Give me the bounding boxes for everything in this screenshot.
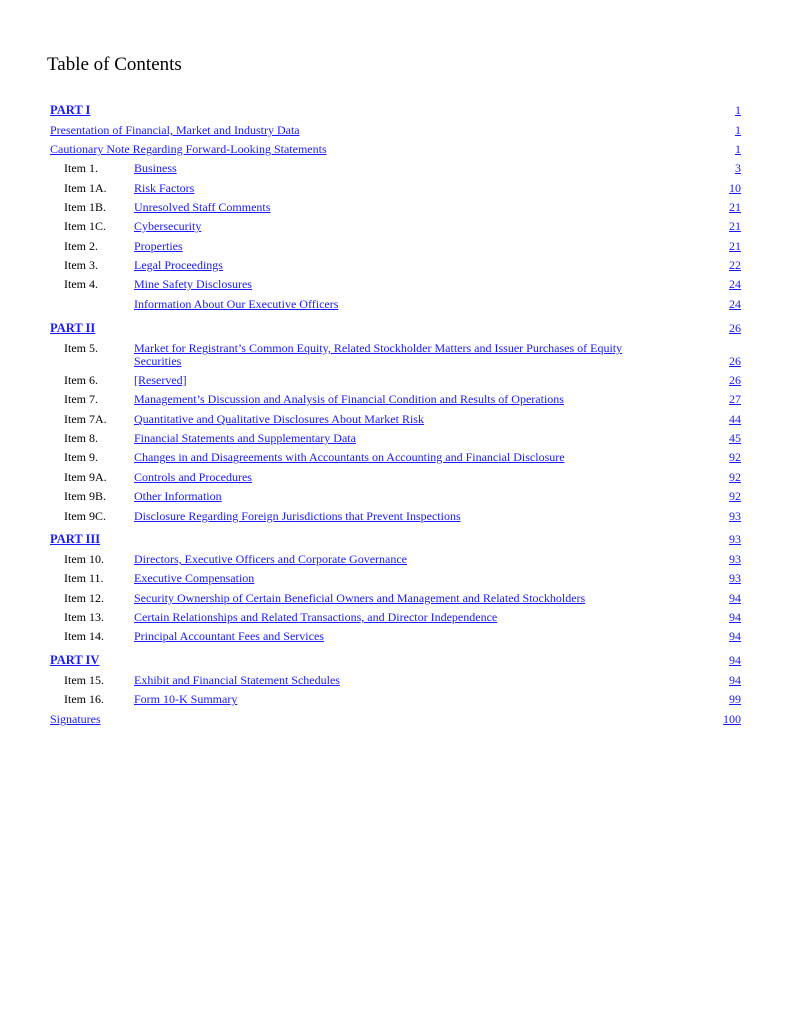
toc-page-number-link[interactable]: 22: [729, 258, 741, 272]
toc-item-label: [134, 693, 674, 706]
toc-entry-link[interactable]: Principal Accountant Fees and Services: [134, 629, 324, 643]
toc-item-label: [134, 451, 674, 464]
toc-entry-link[interactable]: Quantitative and Qualitative Disclosures About Market Risk: [134, 412, 424, 426]
toc-item-number: Item 15.: [64, 673, 104, 687]
toc-row: [0, 393, 791, 407]
toc-item-label: [134, 220, 674, 233]
toc-row: [0, 490, 791, 504]
toc-page-number-link[interactable]: 1: [735, 142, 741, 156]
toc-page-number-link[interactable]: 100: [723, 712, 741, 726]
toc-page-number-link[interactable]: 99: [729, 692, 741, 706]
toc-entry-link[interactable]: Presentation of Financial, Market and Industry Data: [50, 123, 300, 137]
toc-page-number-link[interactable]: 10: [729, 181, 741, 195]
toc-item-number: Item 8.: [64, 431, 98, 445]
toc-row: [0, 510, 791, 524]
toc-row: [0, 298, 791, 312]
toc-part-row: [0, 322, 791, 336]
toc-page-number-link[interactable]: 93: [729, 571, 741, 585]
toc-page-number-link[interactable]: 94: [729, 673, 741, 687]
toc-entry-link[interactable]: [Reserved]: [134, 373, 187, 387]
toc-page-number-link[interactable]: 92: [729, 489, 741, 503]
toc-item-number: Item 7.: [64, 392, 98, 406]
toc-item-number: Item 6.: [64, 373, 98, 387]
toc-item-label: [134, 201, 674, 214]
toc-page-number-link[interactable]: 24: [729, 277, 741, 291]
toc-item-label: [134, 674, 674, 687]
toc-part-row: [0, 104, 791, 118]
toc-item-number: Item 1.: [64, 161, 98, 175]
toc-entry-link[interactable]: Other Information: [134, 489, 222, 503]
toc-page-number-link[interactable]: 21: [729, 219, 741, 233]
toc-page-number-link[interactable]: 26: [729, 321, 741, 335]
toc-item-label: [134, 510, 674, 523]
toc-item-label: [134, 259, 674, 272]
toc-entry-link[interactable]: Security Ownership of Certain Beneficial Owners and Management and Related Stockholders: [134, 591, 586, 605]
toc-page-number-link[interactable]: 92: [729, 470, 741, 484]
toc-page-number-link[interactable]: 94: [729, 629, 741, 643]
toc-row: [0, 278, 791, 292]
toc-row: [0, 674, 791, 688]
toc-part-link[interactable]: PART I: [50, 103, 91, 117]
toc-entry-link[interactable]: Changes in and Disagreements with Accountants on Accounting and Financial Disclosure: [134, 450, 565, 464]
toc-item-label: [134, 471, 674, 484]
toc-item-number: Item 1A.: [64, 181, 107, 195]
toc-page-number-link[interactable]: 94: [729, 653, 741, 667]
toc-item-number: Item 16.: [64, 692, 104, 706]
toc-page-number-link[interactable]: 44: [729, 412, 741, 426]
toc-item-number: Item 10.: [64, 552, 104, 566]
toc-page-number-link[interactable]: 21: [729, 239, 741, 253]
toc-page-number-link[interactable]: 45: [729, 431, 741, 445]
toc-entry-link[interactable]: Legal Proceedings: [134, 258, 223, 272]
toc-row: [0, 143, 791, 157]
toc-entry-link[interactable]: Financial Statements and Supplementary Data: [134, 431, 356, 445]
toc-item-label: [134, 374, 674, 387]
toc-row: [0, 693, 791, 707]
toc-row: [0, 124, 791, 138]
toc-item-number: Item 5.: [64, 341, 98, 355]
toc-page-number-link[interactable]: 26: [729, 354, 741, 368]
toc-row: [0, 611, 791, 625]
toc-entry-link[interactable]: Directors, Executive Officers and Corporate Governance: [134, 552, 407, 566]
toc-item-number: Item 1C.: [64, 219, 106, 233]
toc-item-label: [134, 553, 674, 566]
toc-item-label: [134, 393, 674, 406]
toc-row: [0, 713, 791, 727]
toc-item-label: [134, 592, 674, 605]
toc-entry-link[interactable]: Certain Relationships and Related Transactions, and Director Independence: [134, 610, 498, 624]
toc-entry-link[interactable]: Cautionary Note Regarding Forward-Looking Statements: [50, 142, 327, 156]
toc-item-label: [134, 490, 674, 503]
toc-page-number-link[interactable]: 94: [729, 610, 741, 624]
toc-item-number: Item 9.: [64, 450, 98, 464]
toc-row: [0, 240, 791, 254]
toc-entry-link[interactable]: Business: [134, 161, 177, 175]
toc-entry-link[interactable]: Controls and Procedures: [134, 470, 252, 484]
toc-page-number-link[interactable]: 1: [735, 123, 741, 137]
toc-item-label: [134, 572, 674, 585]
toc-entry-link[interactable]: Risk Factors: [134, 181, 195, 195]
toc-row: [0, 220, 791, 234]
toc-entry-link[interactable]: Unresolved Staff Comments: [134, 200, 271, 214]
toc-page-number-link[interactable]: 1: [735, 103, 741, 117]
toc-part-row: [0, 533, 791, 547]
toc-item-label: [134, 342, 674, 368]
toc-item-number: Item 4.: [64, 277, 98, 291]
toc-item-label: [134, 182, 674, 195]
toc-entry-link-continued[interactable]: Securities: [134, 354, 182, 368]
toc-row: [0, 553, 791, 567]
toc-item-number: Item 14.: [64, 629, 104, 643]
toc-item-number: Item 2.: [64, 239, 98, 253]
toc-item-label: [134, 413, 674, 426]
toc-page-number-link[interactable]: 27: [729, 392, 741, 406]
toc-item-label: [134, 278, 674, 291]
toc-row: [0, 432, 791, 446]
toc-item-label: [134, 611, 674, 624]
toc-entry-link[interactable]: Cybersecurity: [134, 219, 202, 233]
toc-row: [0, 630, 791, 644]
toc-page-number-link[interactable]: 3: [735, 161, 741, 175]
toc-item-number: Item 11.: [64, 571, 104, 585]
toc-entry-link[interactable]: Executive Compensation: [134, 571, 255, 585]
toc-item-number: Item 9C.: [64, 509, 106, 523]
toc-row: [0, 451, 791, 465]
toc-row: [0, 259, 791, 273]
toc-row: [0, 162, 791, 176]
toc-entry-link[interactable]: Signatures: [50, 712, 101, 726]
toc-row: [0, 592, 791, 606]
toc-part-link[interactable]: PART III: [50, 532, 101, 546]
toc-entry-link[interactable]: Properties: [134, 239, 183, 253]
toc-page-number-link[interactable]: 94: [729, 591, 741, 605]
toc-row: [0, 413, 791, 427]
toc-item-label: [134, 240, 674, 253]
toc-item-label: [134, 162, 674, 175]
toc-item-number: Item 9B.: [64, 489, 106, 503]
toc-item-number: Item 1B.: [64, 200, 106, 214]
toc-entry-link[interactable]: Information About Our Executive Officers: [134, 297, 339, 311]
toc-entry-link[interactable]: Mine Safety Disclosures: [134, 277, 252, 291]
toc-entry-link[interactable]: Disclosure Regarding Foreign Jurisdictions that Prevent Inspections: [134, 509, 461, 523]
toc-part-row: [0, 654, 791, 668]
toc-item-number: Item 7A.: [64, 412, 107, 426]
toc-item-label: [134, 432, 674, 445]
toc-item-number: Item 3.: [64, 258, 98, 272]
toc-row: [0, 182, 791, 196]
toc-row: [0, 342, 791, 370]
toc-row: [0, 572, 791, 586]
toc-page-number-link[interactable]: 92: [729, 450, 741, 464]
toc-item-number: Item 13.: [64, 610, 104, 624]
toc-entry-link[interactable]: Form 10-K Summary: [134, 692, 238, 706]
toc-entry-link[interactable]: Market for Registrant’s Common Equity, Related Stockholder Matters and Issuer Purchases of Equity: [134, 341, 623, 355]
toc-item-number: Item 9A.: [64, 470, 107, 484]
toc-page-number-link[interactable]: 26: [729, 373, 741, 387]
toc-page-number-link[interactable]: 21: [729, 200, 741, 214]
toc-row: [0, 201, 791, 215]
toc-entry-link[interactable]: Management’s Discussion and Analysis of Financial Condition and Results of Operations: [134, 392, 564, 406]
page-title: Table of Contents: [47, 54, 182, 75]
toc-item-number: Item 12.: [64, 591, 104, 605]
toc-page-number-link[interactable]: 24: [729, 297, 741, 311]
toc-part-link[interactable]: PART II: [50, 321, 96, 335]
toc-part-link[interactable]: PART IV: [50, 653, 100, 667]
toc-item-label: [134, 630, 674, 643]
toc-page-number-link[interactable]: 93: [729, 552, 741, 566]
toc-item-label: [134, 298, 674, 311]
toc-page-number-link[interactable]: 93: [729, 532, 741, 546]
toc-row: [0, 374, 791, 388]
toc-page-number-link[interactable]: 93: [729, 509, 741, 523]
toc-entry-link[interactable]: Exhibit and Financial Statement Schedules: [134, 673, 340, 687]
toc-row: [0, 471, 791, 485]
